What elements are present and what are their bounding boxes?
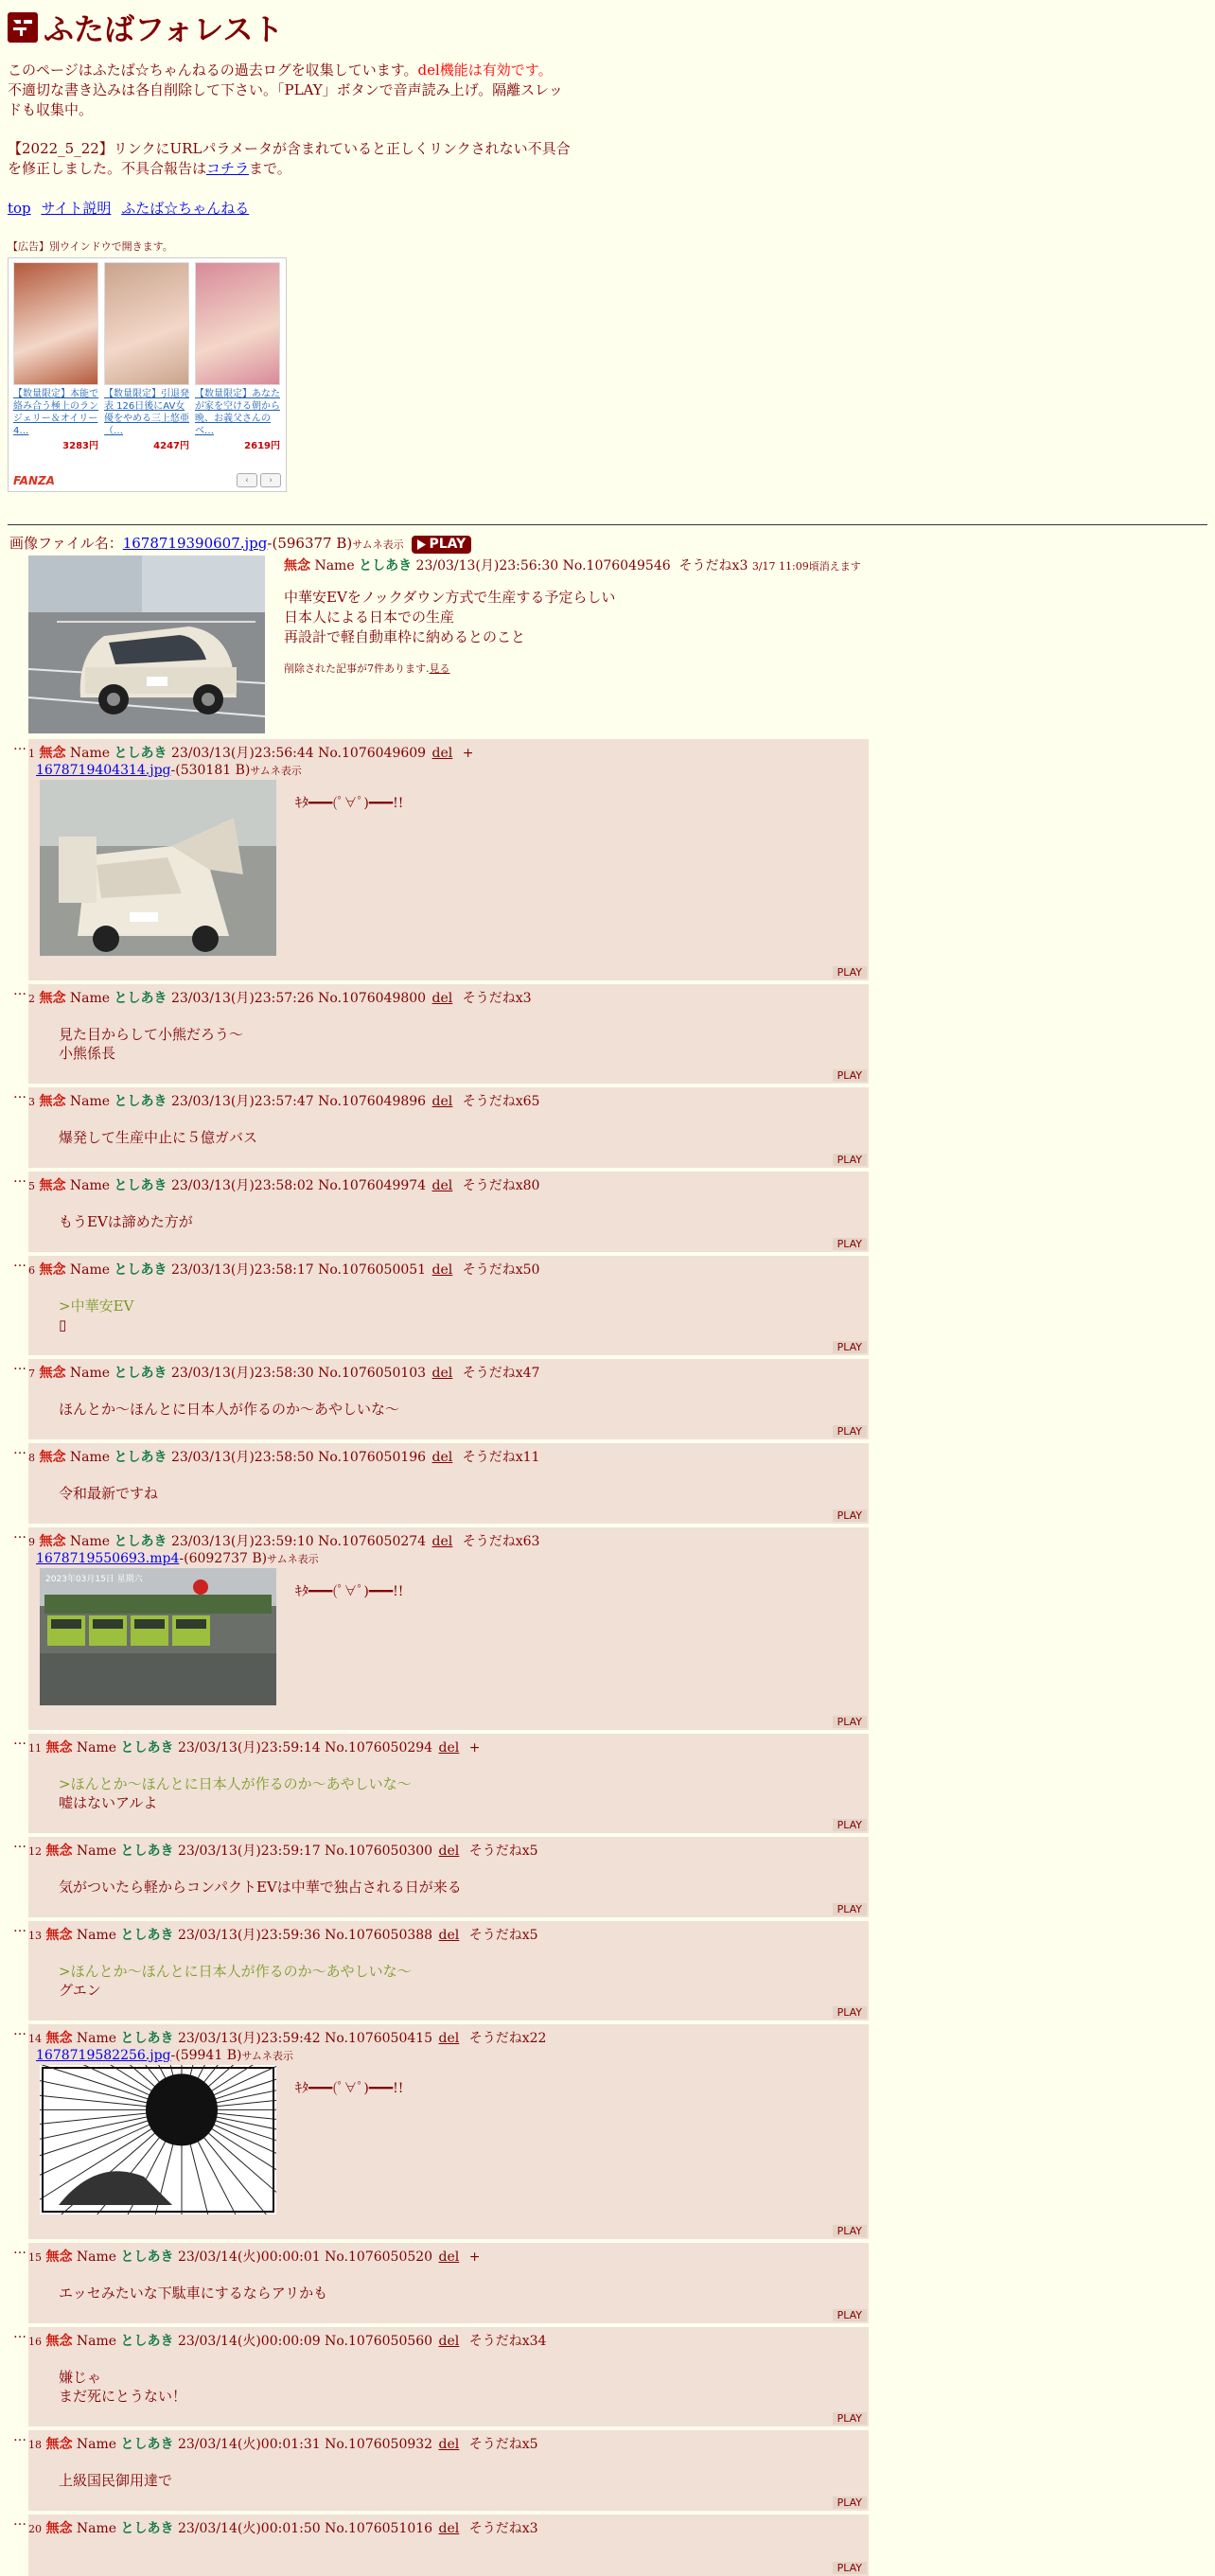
- nav-top-link[interactable]: top: [8, 200, 31, 217]
- reply-number[interactable]: No.1076050520: [325, 2249, 433, 2265]
- reply-name-label: Name: [69, 1093, 111, 1109]
- reply-post: [28, 984, 869, 1084]
- reply-name-label: Name: [69, 990, 111, 1006]
- reply-post: [28, 1087, 869, 1168]
- reply-name-label: Name: [76, 2520, 117, 2536]
- reply-number[interactable]: No.1076050103: [318, 1365, 427, 1381]
- reply-menu-icon[interactable]: …: [13, 2022, 26, 2038]
- deleted-note: 削除された記事が7件あります.見る: [284, 662, 450, 675]
- reply-row: [0, 2024, 1215, 2239]
- reply-name: としあき: [120, 1739, 174, 1756]
- ad-item[interactable]: [195, 262, 280, 451]
- reply-name-label: Name: [76, 2333, 117, 2349]
- reply-play-button[interactable]: PLAY: [833, 2497, 867, 2509]
- reply-index: 11: [28, 1741, 42, 1755]
- reply-file-size: -(6092737 B): [179, 1550, 268, 1566]
- reply-post: [28, 2024, 869, 2239]
- reply-image[interactable]: [40, 780, 276, 960]
- reply-subject: 無念: [39, 990, 66, 1006]
- reply-post: [28, 2430, 869, 2511]
- soudane-button[interactable]: そうだねx11: [462, 1449, 540, 1465]
- reply-name-label: Name: [76, 1843, 117, 1859]
- reply-post: [28, 1256, 869, 1355]
- del-link[interactable]: del: [438, 1927, 460, 1943]
- reply-comment-line: まだ死にとうない！: [59, 2387, 187, 2405]
- reply-name: としあき: [120, 2520, 174, 2536]
- reply-datetime: 23/03/13(月)23:58:50: [170, 1449, 314, 1465]
- reply-menu-icon[interactable]: …: [13, 982, 26, 998]
- reply-comment-line: 嘘はないアルよ: [59, 1793, 158, 1811]
- op-comment-line: 中華安EVをノックダウン方式で生産する予定らしい: [284, 588, 616, 606]
- ad-title-link[interactable]: 【数量限定】本能で絡み合う極上のランジェリー＆オイリー4…: [13, 389, 98, 436]
- reply-datetime: 23/03/14(火)00:01:31: [177, 2436, 321, 2452]
- nav-about-link[interactable]: サイト説明: [41, 200, 112, 217]
- reply-menu-icon[interactable]: …: [13, 2241, 26, 2257]
- reply-name: としあき: [114, 1365, 167, 1381]
- reply-thumb-toggle[interactable]: サムネ表示: [250, 764, 302, 777]
- reply-quote: >ほんとか〜ほんとに日本人が作るのか〜あやしいな〜: [59, 1962, 412, 1980]
- reply-number[interactable]: No.1076049974: [318, 1177, 427, 1193]
- site-title: [8, 6, 1207, 49]
- bug-fix-notice: [8, 139, 575, 179]
- ad-box: [8, 257, 287, 492]
- op-file-link[interactable]: 1678719390607.jpg: [122, 535, 268, 552]
- reply-row: [0, 739, 1215, 980]
- reply-play-button[interactable]: PLAY: [833, 1509, 867, 1522]
- soudane-button[interactable]: そうだねx3: [468, 2520, 538, 2536]
- ad-thumbnail[interactable]: [195, 262, 280, 385]
- reply-number[interactable]: No.1076050051: [318, 1262, 427, 1278]
- reply-row: [0, 1256, 1215, 1355]
- ad-price: 2619円: [244, 441, 280, 451]
- ad-price: 3283円: [62, 441, 98, 451]
- reply-number[interactable]: No.1076049896: [318, 1093, 427, 1109]
- reply-subject: 無念: [39, 1093, 66, 1109]
- reply-datetime: 23/03/13(月)23:58:30: [170, 1365, 314, 1381]
- reply-play-button[interactable]: PLAY: [833, 2225, 867, 2237]
- reply-post: [28, 2243, 869, 2323]
- reply-name: としあき: [114, 1177, 167, 1193]
- reply-number[interactable]: No.1076050560: [325, 2333, 433, 2349]
- reply-subject: 無念: [45, 1843, 73, 1859]
- reply-comment-line: エッセみたいな下駄車にするならアリかも: [59, 2284, 328, 2302]
- reply-comment-line: 小熊係長: [59, 1044, 116, 1062]
- fanza-logo[interactable]: FANZA: [13, 473, 55, 487]
- reply-index: 16: [28, 2335, 42, 2348]
- reply-name: としあき: [114, 1262, 167, 1278]
- nav-futaba-link[interactable]: ふたば☆ちゃんねる: [121, 200, 250, 217]
- reply-datetime: 23/03/13(月)23:57:26: [170, 990, 314, 1006]
- reply-number[interactable]: No.1076049800: [318, 990, 427, 1006]
- reply-subject: 無念: [39, 1177, 66, 1193]
- reply-index: 9: [28, 1535, 35, 1548]
- reply-subject: 無念: [45, 2436, 73, 2452]
- reply-comment-line: 気がついたら軽からコンパクトEVは中華で独占される日が来る: [59, 1878, 462, 1896]
- reply-menu-icon[interactable]: …: [13, 2325, 26, 2341]
- op-soudane[interactable]: そうだねx3: [678, 557, 748, 573]
- reply-quote: >中華安EV: [59, 1297, 134, 1314]
- del-link[interactable]: del: [438, 1739, 460, 1756]
- reply-comment-line: ｷﾀ━━━(ﾟ∀ﾟ)━━━!!: [295, 2080, 404, 2096]
- reply-comment-line: 見た目からして小熊だろう〜: [59, 1025, 244, 1043]
- reply-datetime: 23/03/13(月)23:58:17: [170, 1262, 314, 1278]
- reply-name: としあき: [120, 2333, 174, 2349]
- reply-name-label: Name: [69, 1365, 111, 1381]
- op-file-size: -(596377 B): [267, 535, 353, 552]
- reply-menu-icon[interactable]: …: [13, 1441, 26, 1457]
- del-link[interactable]: del: [431, 1365, 453, 1381]
- reply-subject: 無念: [39, 1533, 66, 1549]
- reply-thumb-toggle[interactable]: サムネ表示: [267, 1552, 319, 1565]
- reply-comment-line: ほんとか〜ほんとに日本人が作るのか〜あやしいな〜: [59, 1400, 400, 1418]
- reply-menu-icon[interactable]: …: [13, 1919, 26, 1935]
- reply-post: [28, 1734, 869, 1833]
- ad-price: 4247円: [153, 441, 189, 451]
- reply-row: [0, 1087, 1215, 1168]
- reply-menu-icon[interactable]: …: [13, 1835, 26, 1851]
- reply-play-button[interactable]: PLAY: [833, 1238, 867, 1250]
- reply-name: としあき: [114, 1449, 167, 1465]
- soudane-button[interactable]: そうだねx80: [462, 1177, 540, 1193]
- reply-number[interactable]: No.1076050294: [325, 1739, 433, 1756]
- reply-subject: 無念: [45, 2333, 73, 2349]
- intro-text: このページはふたば☆ちゃんねるの過去ログを収集しています。: [8, 62, 418, 79]
- reply-datetime: 23/03/13(月)23:59:42: [177, 2030, 321, 2046]
- reply-number[interactable]: No.1076050274: [318, 1533, 427, 1549]
- del-link[interactable]: del: [431, 1449, 453, 1465]
- reply-post: [28, 1837, 869, 1917]
- reply-play-button[interactable]: PLAY: [833, 2006, 867, 2019]
- reply-subject: 無念: [39, 745, 66, 761]
- reply-thumb-toggle[interactable]: サムネ表示: [241, 2049, 293, 2062]
- reply-subject: 無念: [45, 1739, 73, 1756]
- op-image[interactable]: [28, 556, 265, 733]
- reply-number[interactable]: No.1076049609: [318, 745, 427, 761]
- site-logo-icon[interactable]: [8, 12, 38, 43]
- ad-title-link[interactable]: 【数量限定】あなたが家を空ける朝から晩、お義父さんのベ…: [195, 389, 280, 436]
- del-link[interactable]: del: [431, 1533, 453, 1549]
- reply-index: 3: [28, 1095, 35, 1108]
- reply-index: 8: [28, 1451, 35, 1464]
- soudane-button[interactable]: そうだねx5: [468, 1927, 538, 1943]
- reply-name: としあき: [114, 745, 167, 761]
- divider: [8, 524, 1207, 525]
- svg-text:2023年03月15日 星期六: 2023年03月15日 星期六: [45, 1574, 143, 1584]
- reply-row: [0, 2243, 1215, 2323]
- reply-name: としあき: [120, 2436, 174, 2452]
- del-link[interactable]: del: [431, 1177, 453, 1193]
- reply-index: 18: [28, 2438, 42, 2451]
- reply-name: としあき: [114, 1533, 167, 1549]
- ad-next-button[interactable]: ›: [260, 473, 281, 487]
- reply-comment-line: ｷﾀ━━━(ﾟ∀ﾟ)━━━!!: [295, 1583, 404, 1599]
- ad-title-link[interactable]: 【数量限定】引退発表 126日後にAV女優をやめる三上悠亜 （…: [104, 389, 189, 436]
- site-intro: [8, 61, 566, 120]
- del-link[interactable]: del: [431, 1262, 453, 1278]
- reply-index: 7: [28, 1367, 35, 1380]
- del-link[interactable]: del: [438, 2249, 460, 2265]
- soudane-button[interactable]: そうだねx47: [462, 1365, 540, 1381]
- reply-subject: 無念: [45, 1927, 73, 1943]
- reply-subject: 無念: [39, 1365, 66, 1381]
- soudane-button[interactable]: +: [468, 2249, 481, 2265]
- reply-comment-line: ▯: [59, 1315, 67, 1333]
- reply-subject: 無念: [45, 2030, 73, 2046]
- op-subject: 無念: [284, 557, 310, 573]
- reply-name-label: Name: [76, 1927, 117, 1943]
- reply-number[interactable]: No.1076050415: [325, 2030, 433, 2046]
- reply-row: [0, 984, 1215, 1084]
- del-link[interactable]: del: [431, 745, 453, 761]
- op-thumb-toggle[interactable]: サムネ表示: [352, 538, 404, 551]
- ad-label: 【広告】別ウインドウで開きます。: [8, 240, 173, 253]
- reply-subject: 無念: [39, 1449, 66, 1465]
- reply-file-size: -(59941 B): [170, 2047, 242, 2063]
- reply-post: [28, 1921, 869, 2020]
- soudane-button[interactable]: +: [462, 745, 474, 761]
- reply-row: [0, 2327, 1215, 2426]
- reply-menu-icon[interactable]: …: [13, 1732, 26, 1748]
- reply-index: 20: [28, 2522, 42, 2535]
- reply-comment-line: 爆発して生産中止に５億ガバス: [59, 1128, 258, 1146]
- soudane-button[interactable]: そうだねx50: [462, 1262, 540, 1278]
- reply-post: [28, 2514, 869, 2576]
- reply-play-button[interactable]: PLAY: [833, 1341, 867, 1353]
- deleted-show-link[interactable]: 見る: [429, 662, 450, 675]
- reply-file-size: -(530181 B): [170, 762, 251, 778]
- reply-menu-icon[interactable]: …: [13, 2428, 26, 2444]
- play-icon: [417, 539, 426, 550]
- reply-play-button[interactable]: PLAY: [833, 1819, 867, 1831]
- reply-index: 6: [28, 1263, 35, 1277]
- op-name-label: Name: [314, 557, 355, 573]
- reply-post: [28, 739, 869, 980]
- reply-index: 12: [28, 1844, 42, 1858]
- reply-menu-icon[interactable]: …: [13, 2513, 26, 2529]
- reply-row: [0, 2514, 1215, 2576]
- reply-comment-line: グエン: [59, 1981, 101, 1999]
- reply-index: 15: [28, 2250, 42, 2264]
- reply-menu-icon[interactable]: …: [13, 1254, 26, 1270]
- reply-row: [0, 2430, 1215, 2511]
- reply-name: としあき: [120, 1927, 174, 1943]
- reply-row: [0, 1837, 1215, 1917]
- reply-number[interactable]: No.1076050300: [325, 1843, 433, 1859]
- ad-item[interactable]: [104, 262, 189, 451]
- reply-datetime: 23/03/14(火)00:00:01: [177, 2249, 321, 2265]
- reply-index: 14: [28, 2032, 42, 2045]
- op-number[interactable]: No.1076049546: [562, 557, 671, 573]
- soudane-button[interactable]: そうだねx22: [468, 2030, 547, 2046]
- reply-index: 13: [28, 1929, 42, 1942]
- reply-image[interactable]: [40, 2065, 276, 2218]
- del-link[interactable]: del: [438, 2436, 460, 2452]
- reply-post: [28, 1172, 869, 1252]
- del-link[interactable]: del: [431, 990, 453, 1006]
- reply-post: [28, 1527, 869, 1730]
- del-link[interactable]: del: [431, 1093, 453, 1109]
- reply-name: としあき: [114, 1093, 167, 1109]
- del-link[interactable]: del: [438, 2520, 460, 2536]
- reply-row: [0, 1921, 1215, 2020]
- del-link[interactable]: del: [438, 2333, 460, 2349]
- reply-play-button[interactable]: PLAY: [833, 966, 867, 979]
- reply-index: 1: [28, 747, 35, 760]
- ad-item[interactable]: [13, 262, 98, 451]
- reply-image[interactable]: [40, 1568, 276, 1709]
- notice-text: 【2022_5_22】リンクにURLパラメータが含まれていると正しくリンクされない不具合を修正しました。不具合報告は: [8, 140, 571, 177]
- reply-datetime: 23/03/13(月)23:57:47: [170, 1093, 314, 1109]
- reply-quote: >ほんとか〜ほんとに日本人が作るのか〜あやしいな〜: [59, 1774, 412, 1792]
- reply-menu-icon[interactable]: …: [13, 1085, 26, 1102]
- reply-play-button[interactable]: PLAY: [833, 1425, 867, 1438]
- reply-datetime: 23/03/13(月)23:59:14: [177, 1739, 321, 1756]
- reply-file-link[interactable]: 1678719550693.mp4: [36, 1550, 180, 1566]
- del-link[interactable]: del: [438, 2030, 460, 2046]
- reply-comment-line: 上級国民御用達で: [59, 2471, 173, 2489]
- op-post: [0, 533, 1215, 733]
- reply-row: [0, 1527, 1215, 1730]
- reply-menu-icon[interactable]: …: [13, 737, 26, 753]
- op-expiry: 3/17 11:09頃消えます: [751, 559, 861, 573]
- del-link[interactable]: del: [438, 1843, 460, 1859]
- reply-row: [0, 1172, 1215, 1252]
- reply-menu-icon[interactable]: …: [13, 1170, 26, 1186]
- notice-tail: まで。: [249, 160, 291, 177]
- intro-del-notice: del機能は有効です。: [417, 62, 553, 79]
- soudane-button[interactable]: そうだねx63: [462, 1533, 540, 1549]
- reply-subject: 無念: [39, 1262, 66, 1278]
- reply-index: 5: [28, 1179, 35, 1192]
- reply-name-label: Name: [76, 2436, 117, 2452]
- reply-name-label: Name: [76, 2030, 117, 2046]
- reply-row: [0, 1443, 1215, 1524]
- reply-subject: 無念: [45, 2520, 73, 2536]
- reply-datetime: 23/03/14(火)00:01:50: [177, 2520, 321, 2536]
- reply-number[interactable]: No.1076051016: [325, 2520, 433, 2536]
- ad-thumbnail[interactable]: [13, 262, 98, 385]
- reply-name: としあき: [114, 990, 167, 1006]
- reply-datetime: 23/03/13(月)23:59:10: [170, 1533, 314, 1549]
- reply-play-button[interactable]: PLAY: [833, 2309, 867, 2321]
- reply-datetime: 23/03/13(月)23:59:36: [177, 1927, 321, 1943]
- reply-number[interactable]: No.1076050932: [325, 2436, 433, 2452]
- reply-name-label: Name: [76, 1739, 117, 1756]
- reply-comment-line: もうEVは諦めた方が: [59, 1212, 193, 1230]
- reply-name-label: Name: [69, 1262, 111, 1278]
- nav-links: [8, 198, 1207, 218]
- reply-file-link[interactable]: 1678719404314.jpg: [36, 762, 171, 778]
- intro-rest: 不適切な書き込みは各自削除して下さい。「PLAY」ボタンで音声読み上げ。隔離スレッドも収集中。: [8, 81, 563, 118]
- ad-prev-button[interactable]: ‹: [237, 473, 257, 487]
- reply-list: [0, 739, 1215, 2576]
- reply-menu-icon[interactable]: …: [13, 1526, 26, 1542]
- reply-name-label: Name: [69, 1533, 111, 1549]
- reply-post: [28, 2327, 869, 2426]
- reply-menu-icon[interactable]: …: [13, 1357, 26, 1373]
- reply-row: [0, 1734, 1215, 1833]
- reply-name-label: Name: [76, 2249, 117, 2265]
- op-file-label: 画像ファイル名：: [9, 535, 123, 552]
- reply-name: としあき: [120, 1843, 174, 1859]
- reply-comment-line: 嫌じゃ: [59, 2368, 102, 2386]
- reply-comment-line: ｷﾀ━━━(ﾟ∀ﾟ)━━━!!: [295, 795, 404, 811]
- reply-number[interactable]: No.1076050388: [325, 1927, 433, 1943]
- reply-post: [28, 1443, 869, 1524]
- page-header: [0, 0, 1215, 492]
- reply-index: 2: [28, 992, 35, 1005]
- reply-post: [28, 1359, 869, 1439]
- soudane-button[interactable]: そうだねx65: [462, 1093, 540, 1109]
- reply-row: [0, 1359, 1215, 1439]
- reply-play-button[interactable]: PLAY: [833, 1716, 867, 1728]
- reply-name: としあき: [120, 2249, 174, 2265]
- reply-file-link[interactable]: 1678719582256.jpg: [36, 2047, 171, 2063]
- reply-play-button[interactable]: PLAY: [833, 2562, 867, 2574]
- reply-comment-line: 令和最新ですね: [59, 1484, 159, 1502]
- op-comment: [284, 588, 861, 647]
- reply-name-label: Name: [69, 745, 111, 761]
- op-name: としあき: [359, 557, 413, 573]
- op-comment-line: 日本人による日本での生産: [284, 608, 455, 626]
- reply-play-button[interactable]: PLAY: [833, 1903, 867, 1915]
- soudane-button[interactable]: そうだねx3: [462, 990, 532, 1006]
- report-link[interactable]: コチラ: [206, 160, 250, 177]
- reply-name-label: Name: [69, 1449, 111, 1465]
- soudane-button[interactable]: +: [468, 1739, 481, 1756]
- reply-number[interactable]: No.1076050196: [318, 1449, 427, 1465]
- reply-name: としあき: [120, 2030, 174, 2046]
- reply-datetime: 23/03/13(月)23:56:44: [170, 745, 314, 761]
- soudane-button[interactable]: そうだねx5: [468, 2436, 538, 2452]
- soudane-button[interactable]: そうだねx34: [468, 2333, 547, 2349]
- site-name: ふたばフォレスト: [44, 11, 284, 47]
- reply-play-button[interactable]: PLAY: [833, 1154, 867, 1166]
- reply-play-button[interactable]: PLAY: [833, 2412, 867, 2425]
- reply-datetime: 23/03/13(月)23:58:02: [170, 1177, 314, 1193]
- op-datetime: 23/03/13(月)23:56:30: [415, 557, 559, 573]
- reply-name-label: Name: [69, 1177, 111, 1193]
- reply-datetime: 23/03/13(月)23:59:17: [177, 1843, 321, 1859]
- soudane-button[interactable]: そうだねx5: [468, 1843, 538, 1859]
- reply-datetime: 23/03/14(火)00:00:09: [177, 2333, 321, 2349]
- ad-thumbnail[interactable]: [104, 262, 189, 385]
- op-play-button[interactable]: PLAY: [412, 536, 471, 554]
- reply-subject: 無念: [45, 2249, 73, 2265]
- op-comment-line: 再設計で軽自動車枠に納めるとのこと: [284, 627, 526, 645]
- reply-play-button[interactable]: PLAY: [833, 1069, 867, 1082]
